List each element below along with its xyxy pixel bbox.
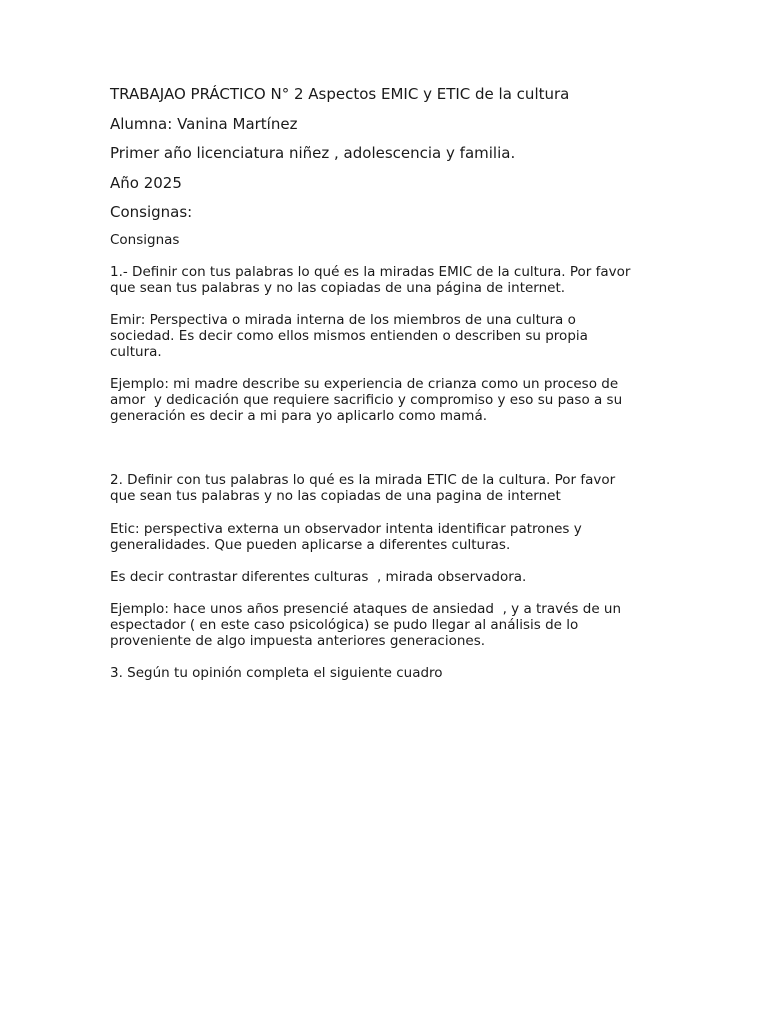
answer-2-example: Ejemplo: hace unos años presencié ataques de ansiedad , y a través de un espectador ( en este caso psicológica) se pudo llegar al análisis de lo proveniente de algo impuesta anteriores generaciones.: [110, 601, 622, 649]
answer-1-definition: Emir: Perspectiva o mirada interna de los miembros de una cultura o sociedad. Es decir como ellos mismos entienden o describen su propia cultura.: [110, 312, 588, 360]
answer-1-example: Ejemplo: mi madre describe su experiencia de crianza como un proceso de amor y dedicación que requiere sacrificio y compromiso y eso su paso a su generación es decir a mi para yo aplicarlo como mamá.: [110, 376, 623, 424]
consignas-label: Consignas: [110, 232, 180, 248]
program-line: Primer año licenciatura niñez , adolescencia y familia.: [110, 144, 516, 162]
question-2: 2. Definir con tus palabras lo qué es la mirada ETIC de la cultura. Por favor que sean tus palabras y no las copiadas de una pagina de internet: [110, 472, 616, 504]
document-title: TRABAJAO PRÁCTICO N° 2 Aspectos EMIC y ETIC de la cultura: [110, 85, 570, 103]
year-line: Año 2025: [110, 174, 182, 192]
question-1: 1.- Definir con tus palabras lo qué es la miradas EMIC de la cultura. Por favor que sean tus palabras y no las copiadas de una página de internet.: [110, 264, 631, 296]
answer-2-definition: Etic: perspectiva externa un observador intenta identificar patrones y generalidades. Que pueden aplicarse a diferentes culturas.: [110, 521, 582, 553]
question-3: 3. Según tu opinión completa el siguiente cuadro: [110, 665, 443, 681]
student-name: Alumna: Vanina Martínez: [110, 115, 298, 133]
answer-2-contrast: Es decir contrastar diferentes culturas , mirada observadora.: [110, 569, 527, 585]
consignas-heading: Consignas:: [110, 203, 193, 221]
